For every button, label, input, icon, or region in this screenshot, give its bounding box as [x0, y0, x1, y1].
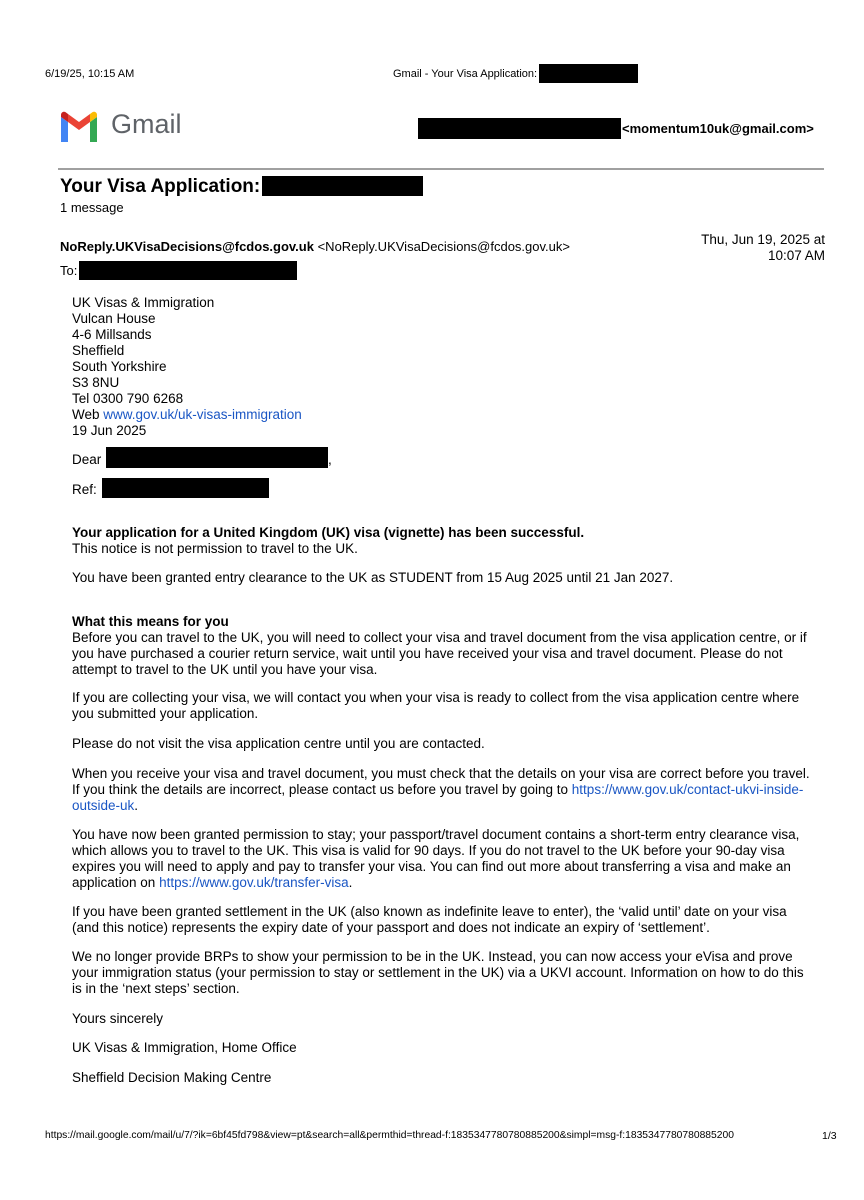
transfer-visa-link[interactable]: https://www.gov.uk/transfer-visa [159, 875, 349, 890]
what-this-means-heading: What this means for you [72, 614, 229, 629]
check-details-text: When you receive your visa and travel document, you must check that the details on your visa are correct before you travel. If you think the details are incorrect, please contact us before you travel by going to [72, 766, 810, 797]
paragraph-settlement: If you have been granted settlement in the UK (also known as indefinite leave to enter), the ‘valid until’ date on your visa (and this notice) represents the expiry date of your passport and does not indicate an expiry of ‘settlement’. [72, 904, 787, 935]
sender-name: NoReply.UKVisaDecisions@fcdos.gov.uk [60, 239, 314, 254]
salutation-comma: , [328, 452, 332, 467]
address-line-1: UK Visas & Immigration [72, 295, 215, 310]
redaction-account-name [418, 118, 621, 139]
sender-address-block [72, 295, 302, 439]
signoff-decision-centre: Sheffield Decision Making Centre [72, 1070, 272, 1085]
redaction-ref [102, 478, 269, 498]
email-date-line1: Thu, Jun 19, 2025 at [701, 232, 825, 247]
letter-date: 19 Jun 2025 [72, 423, 147, 438]
email-date-line2: 10:07 AM [767, 248, 825, 263]
paragraph-do-not-visit: Please do not visit the visa application centre until you are contacted. [72, 736, 485, 751]
web-label: Web [72, 407, 104, 422]
not-permission-notice: This notice is not permission to travel to the UK. [72, 541, 358, 556]
ref-label: Ref: [72, 482, 101, 497]
address-tel: Tel 0300 790 6268 [72, 391, 184, 406]
header-divider [58, 168, 824, 170]
email-date [701, 232, 825, 264]
redaction-title [539, 64, 638, 83]
paragraph-collect: Before you can travel to the UK, you will need to collect your visa and travel document from the visa application centre, or if you have purchased a courier return service, wait until you have received your visa and travel document. Please do not attempt to travel to the UK until you have your visa. [72, 630, 807, 677]
redaction-subject [262, 176, 423, 196]
success-heading: Your application for a United Kingdom (UK) visa (vignette) has been successful. [72, 525, 585, 540]
paragraph-contact: If you are collecting your visa, we will contact you when your visa is ready to collect from the visa application centre where you submitted your application. [72, 690, 800, 721]
paragraph-permission-to-stay [72, 827, 817, 891]
message-count: 1 message [60, 200, 124, 215]
signoff-home-office: UK Visas & Immigration, Home Office [72, 1040, 297, 1055]
sender-address: <NoReply.UKVisaDecisions@fcdos.gov.uk> [317, 239, 570, 254]
print-title: Gmail - Your Visa Application: [393, 68, 538, 80]
permission-end: . [348, 875, 353, 890]
address-web [72, 407, 302, 423]
contact-ukvi-link[interactable]: https://www.gov.uk/contact-ukvi-inside-outside-uk [72, 782, 804, 813]
address-line-3: 4-6 Millsands [72, 327, 152, 342]
address-line-5: South Yorkshire [72, 359, 167, 374]
gmail-wordmark: Gmail [111, 109, 182, 139]
salutation: Dear [72, 452, 102, 467]
to-label: To: [60, 263, 78, 278]
address-line-2: Vulcan House [72, 311, 156, 326]
paragraph-check-details [72, 766, 817, 814]
address-line-6: S3 8NU [72, 375, 120, 390]
gmail-m-icon [58, 111, 100, 143]
permission-text: You have now been granted permission to stay; your passport/travel document contains a short-term entry clearance visa, which allows you to travel to the UK. This visa is valid for 90 days. If you do not travel to the UK before your 90-day visa expires you will need to apply and pay to transfer your visa. You can find out more about transferring a visa and make an application on [72, 827, 800, 890]
redaction-recipient [79, 261, 297, 280]
web-link[interactable]: www.gov.uk/uk-visas-immigration [103, 407, 302, 422]
account-email: <momentum10uk@gmail.com> [622, 121, 814, 136]
print-footer-page: 1/3 [822, 1130, 837, 1142]
sender-line [60, 239, 570, 254]
address-line-4: Sheffield [72, 343, 125, 358]
closing: Yours sincerely [72, 1011, 164, 1026]
print-datetime: 6/19/25, 10:15 AM [45, 68, 135, 80]
email-subject: Your Visa Application: [60, 176, 261, 197]
print-footer-url: https://mail.google.com/mail/u/7/?ik=6bf45fd798&view=pt&search=all&permthid=thread-f:1835347780780885200&simpl=msg-f:1835347780780885200 [45, 1130, 734, 1141]
redaction-name [106, 447, 328, 468]
paragraph-evisa: We no longer provide BRPs to show your permission to be in the UK. Instead, you can now access your eVisa and prove your immigration status (your permission to stay or settlement in the UK) via a UKVI account. Information on how to do this is in the ‘next steps’ section. [72, 949, 804, 996]
check-details-end: . [134, 798, 139, 813]
granted-statement: You have been granted entry clearance to the UK as STUDENT from 15 Aug 2025 until 21 Jan 2027. [72, 570, 674, 585]
